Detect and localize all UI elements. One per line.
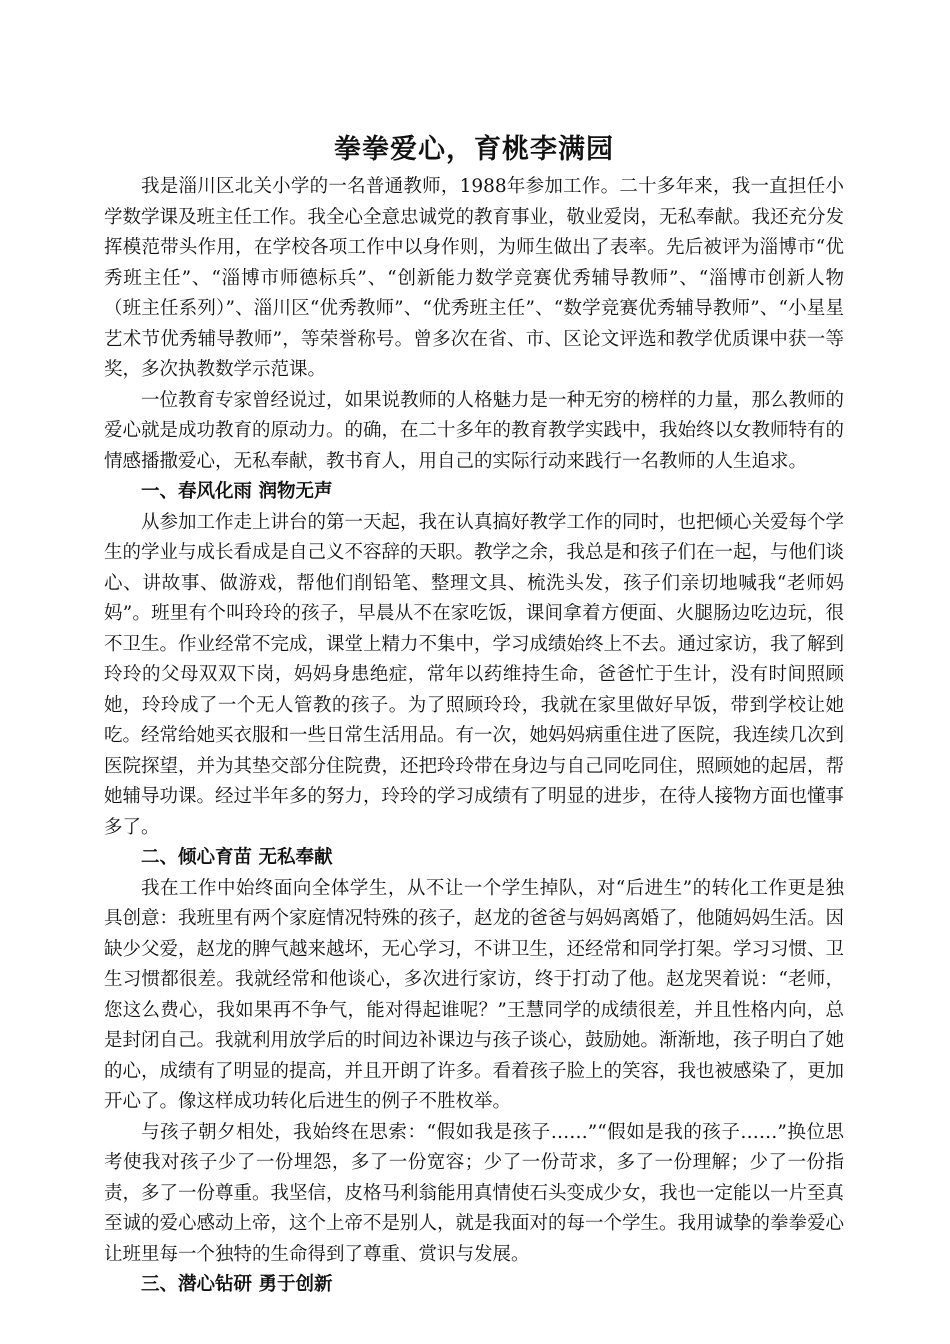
intro-paragraph-2: 一位教育专家曾经说过，如果说教师的人格魅力是一种无穷的榜样的力量，那么教师的爱心就是成功教育的原动力。的确，在二十多年的教育教学实践中，我始终以女教师特有的情感播撒爱心，无私奉献，教书育人，用自己的实际行动来践行一名教师的人生追求。 [104, 389, 845, 472]
section-2-heading: 二、倾心育苗 无私奉献 [141, 847, 333, 868]
section-2-paragraph-1: 我在工作中始终面向全体学生，从不让一个学生掉队，对“后进生”的转化工作更是独具创意：我班里有两个家庭情况特殊的孩子，赵龙的爸爸与妈妈离婚了，他随妈妈生活。因缺少父爱，赵龙的脾气越来越坏，无心学习，不讲卫生，还经常和同学打架。学习习惯、卫生习惯都很差。我就经常和他谈心，多次进行家访，终于打动了他。赵龙哭着说：“老师，您这么费心，我如果再不争气，能对得起谁呢？”王慧同学的成绩很差，并且性格内向，总是封闭自己。我就利用放学后的时间边补课边与孩子谈心，鼓励她。渐渐地，孩子明白了她的心，成绩有了明显的提高，并且开朗了许多。看着孩子脸上的笑容，我也被感染了，更加开心了。像这样成功转化后进生的例子不胜枚举。 [104, 877, 845, 1112]
section-3-heading: 三、潜心钻研 勇于创新 [141, 1274, 333, 1295]
section-2-paragraph-2: 与孩子朝夕相处，我始终在思索：“假如我是孩子……”“假如是我的孩子……”换位思考使我对孩子少了一份埋怨，多了一份宽容；少了一份苛求，多了一份理解；少了一份指责，多了一份尊重。我坚信，皮格马利翁能用真情使石头变成少女，我也一定能以一片至真至诚的爱心感动上帝，这个上帝不是别人，就是我面对的每一个学生。我用诚挚的拳拳爱心让班里每一个独特的生命得到了尊重、赏识与发展。 [104, 1121, 845, 1265]
section-1-heading: 一、春风化雨 润物无声 [141, 481, 333, 502]
intro-paragraph-1: 我是淄川区北关小学的一名普通教师，1988年参加工作。二十多年来，我一直担任小学数学课及班主任工作。我全心全意忠诚党的教育事业，敬业爱岗，无私奉献。我还充分发挥模范带头作用，在学校各项工作中以身作则，为师生做出了表率。先后被评为淄博市“优秀班主任”、“淄博市师德标兵”、“创新能力数学竞赛优秀辅导教师”、“淄博市创新人物（班主任系列）”、淄川区“优秀教师”、“优秀班主任”、“数学竞赛优秀辅导教师”、“小星星艺术节优秀辅导教师”，等荣誉称号。曾多次在省、市、区论文评选和教学优质课中获一等奖，多次执教数学示范课。 [104, 176, 845, 380]
document-title: 拳拳爱心，育桃李满园 [334, 134, 614, 165]
document-page [104, 128, 844, 1301]
section-1-paragraph: 从参加工作走上讲台的第一天起，我在认真搞好教学工作的同时，也把倾心关爱每个学生的学业与成长看成是自己义不容辞的天职。教学之余，我总是和孩子们在一起，与他们谈心、讲故事、做游戏，帮他们削铅笔、整理文具、梳洗头发，孩子们亲切地喊我“老师妈妈”。班里有个叫玲玲的孩子，早晨从不在家吃饭，课间拿着方便面、火腿肠边吃边玩，很不卫生。作业经常不完成，课堂上精力不集中，学习成绩始终上不去。通过家访，我了解到玲玲的父母双双下岗，妈妈身患绝症，常年以药维持生命，爸爸忙于生计，没有时间照顾她，玲玲成了一个无人管教的孩子。为了照顾玲玲，我就在家里做好早饭，带到学校让她吃。经常给她买衣服和一些日常生活用品。有一次，她妈妈病重住进了医院，我连续几次到医院探望，并为其垫交部分住院费，还把玲玲带在身边与自己同吃同住，照顾她的起居，帮她辅导功课。经过半年多的努力，玲玲的学习成绩有了明显的进步，在待人接物方面也懂事多了。 [104, 511, 845, 838]
